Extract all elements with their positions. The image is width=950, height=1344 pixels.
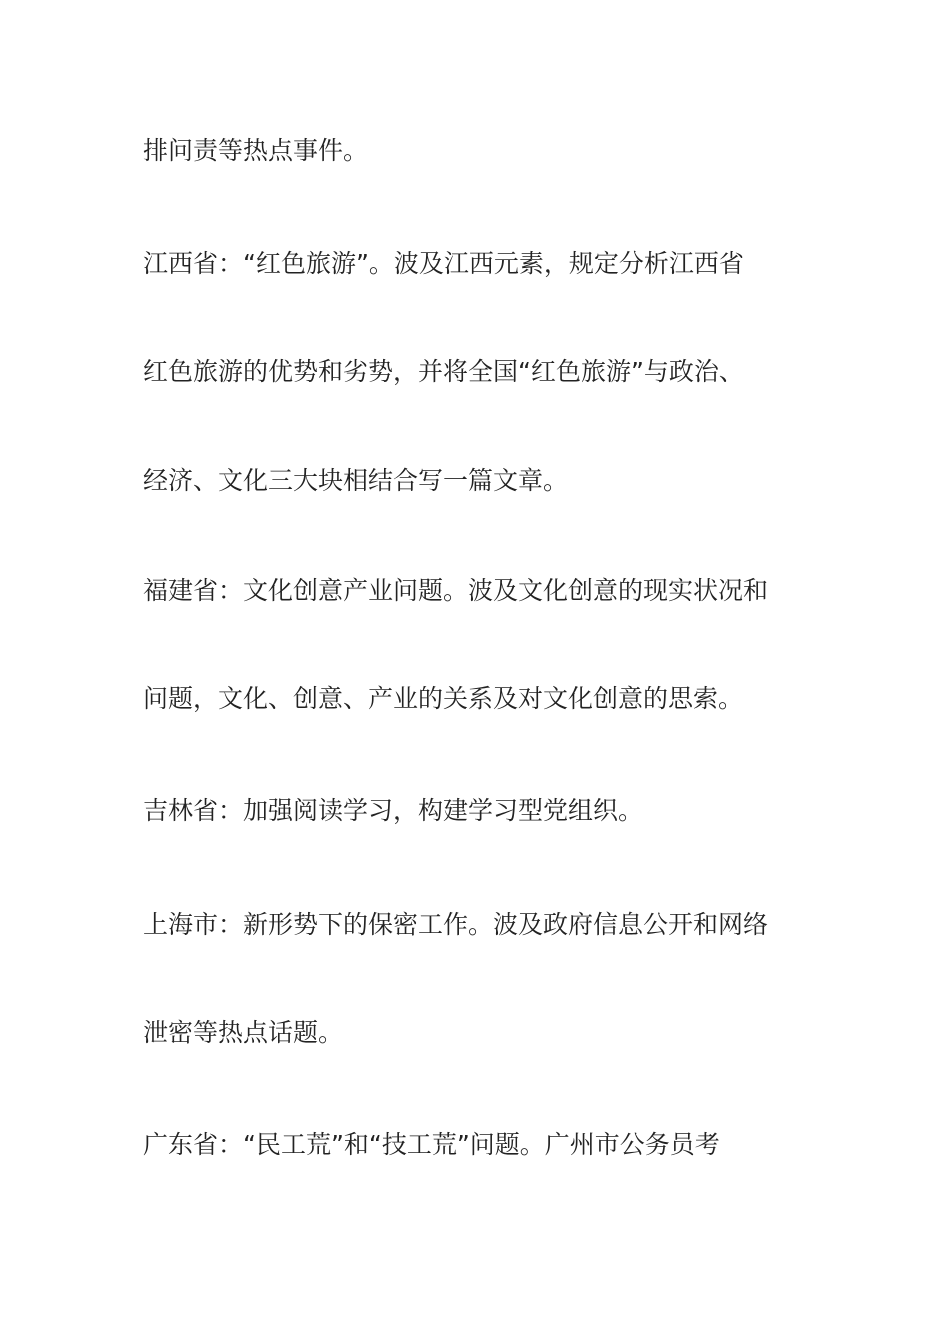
text-line: 福建省：文化创意产业问题。波及文化创意的现实状况和 [143,576,769,605]
text-line: 红色旅游的优势和劣势，并将全国“红色旅游”与政治、 [143,357,744,386]
text-line: 广东省：“民工荒”和“技工荒”问题。广州市公务员考 [143,1130,720,1159]
text-line: 排问责等热点事件。 [143,136,369,165]
text-line: 上海市：新形势下的保密工作。波及政府信息公开和网络 [143,910,769,939]
text-line: 经济、文化三大块相结合写一篇文章。 [143,466,569,495]
text-line: 泄密等热点话题。 [143,1018,344,1047]
text-line: 江西省：“红色旅游”。波及江西元素，规定分析江西省 [143,249,744,278]
text-line: 吉林省：加强阅读学习，构建学习型党组织。 [143,796,644,825]
text-line: 问题，文化、创意、产业的关系及对文化创意的思索。 [143,684,744,713]
